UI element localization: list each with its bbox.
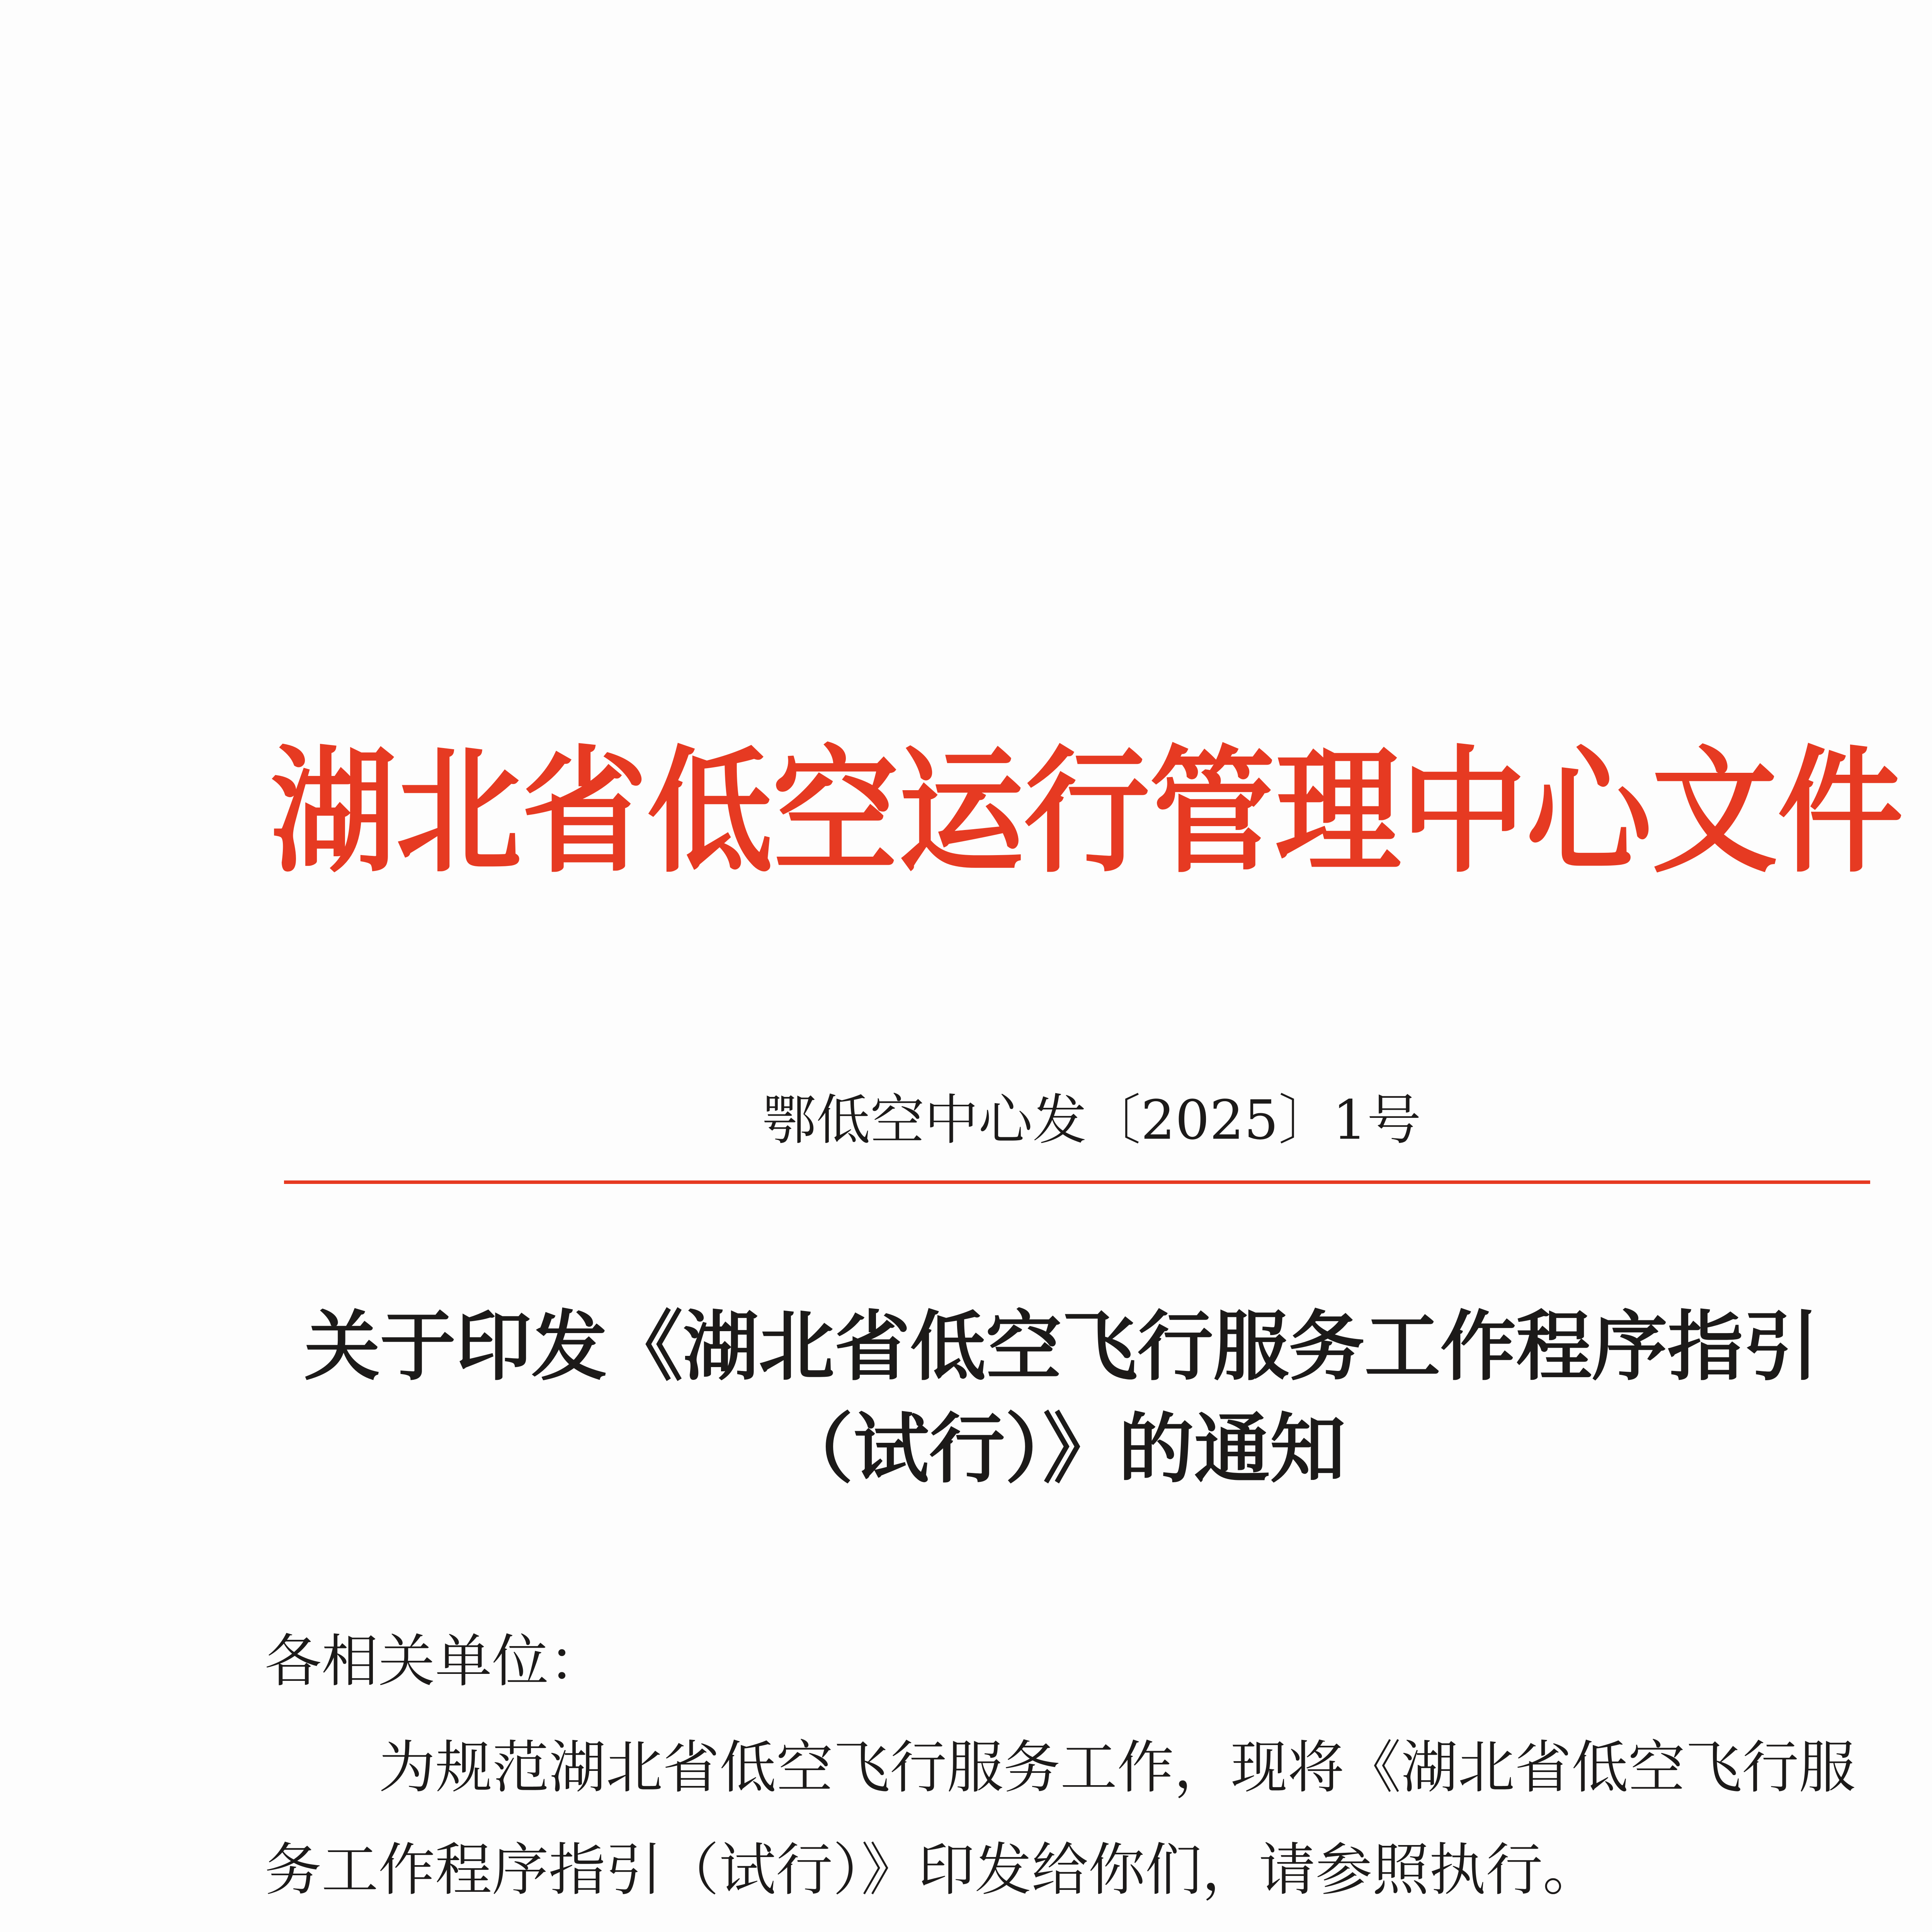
notice-title-line-2: （试行）》的通知 bbox=[777, 1405, 1346, 1493]
document-number: 鄂低空中心发〔2025〕1号 bbox=[762, 1089, 1421, 1152]
body-paragraph-line: 务工作程序指引（试行）》印发给你们，请参照执行。 bbox=[265, 1837, 1600, 1903]
body-paragraph-line: 为规范湖北省低空飞行服务工作，现将《湖北省低空飞行服 bbox=[379, 1735, 1856, 1801]
masthead-title: 湖北省低空运行管理中心文件 bbox=[270, 731, 1903, 891]
notice-title-line-1: 关于印发《湖北省低空飞行服务工作程序指引 bbox=[304, 1302, 1819, 1391]
red-separator-line bbox=[284, 1180, 1870, 1184]
salutation: 各相关单位： bbox=[265, 1628, 606, 1694]
